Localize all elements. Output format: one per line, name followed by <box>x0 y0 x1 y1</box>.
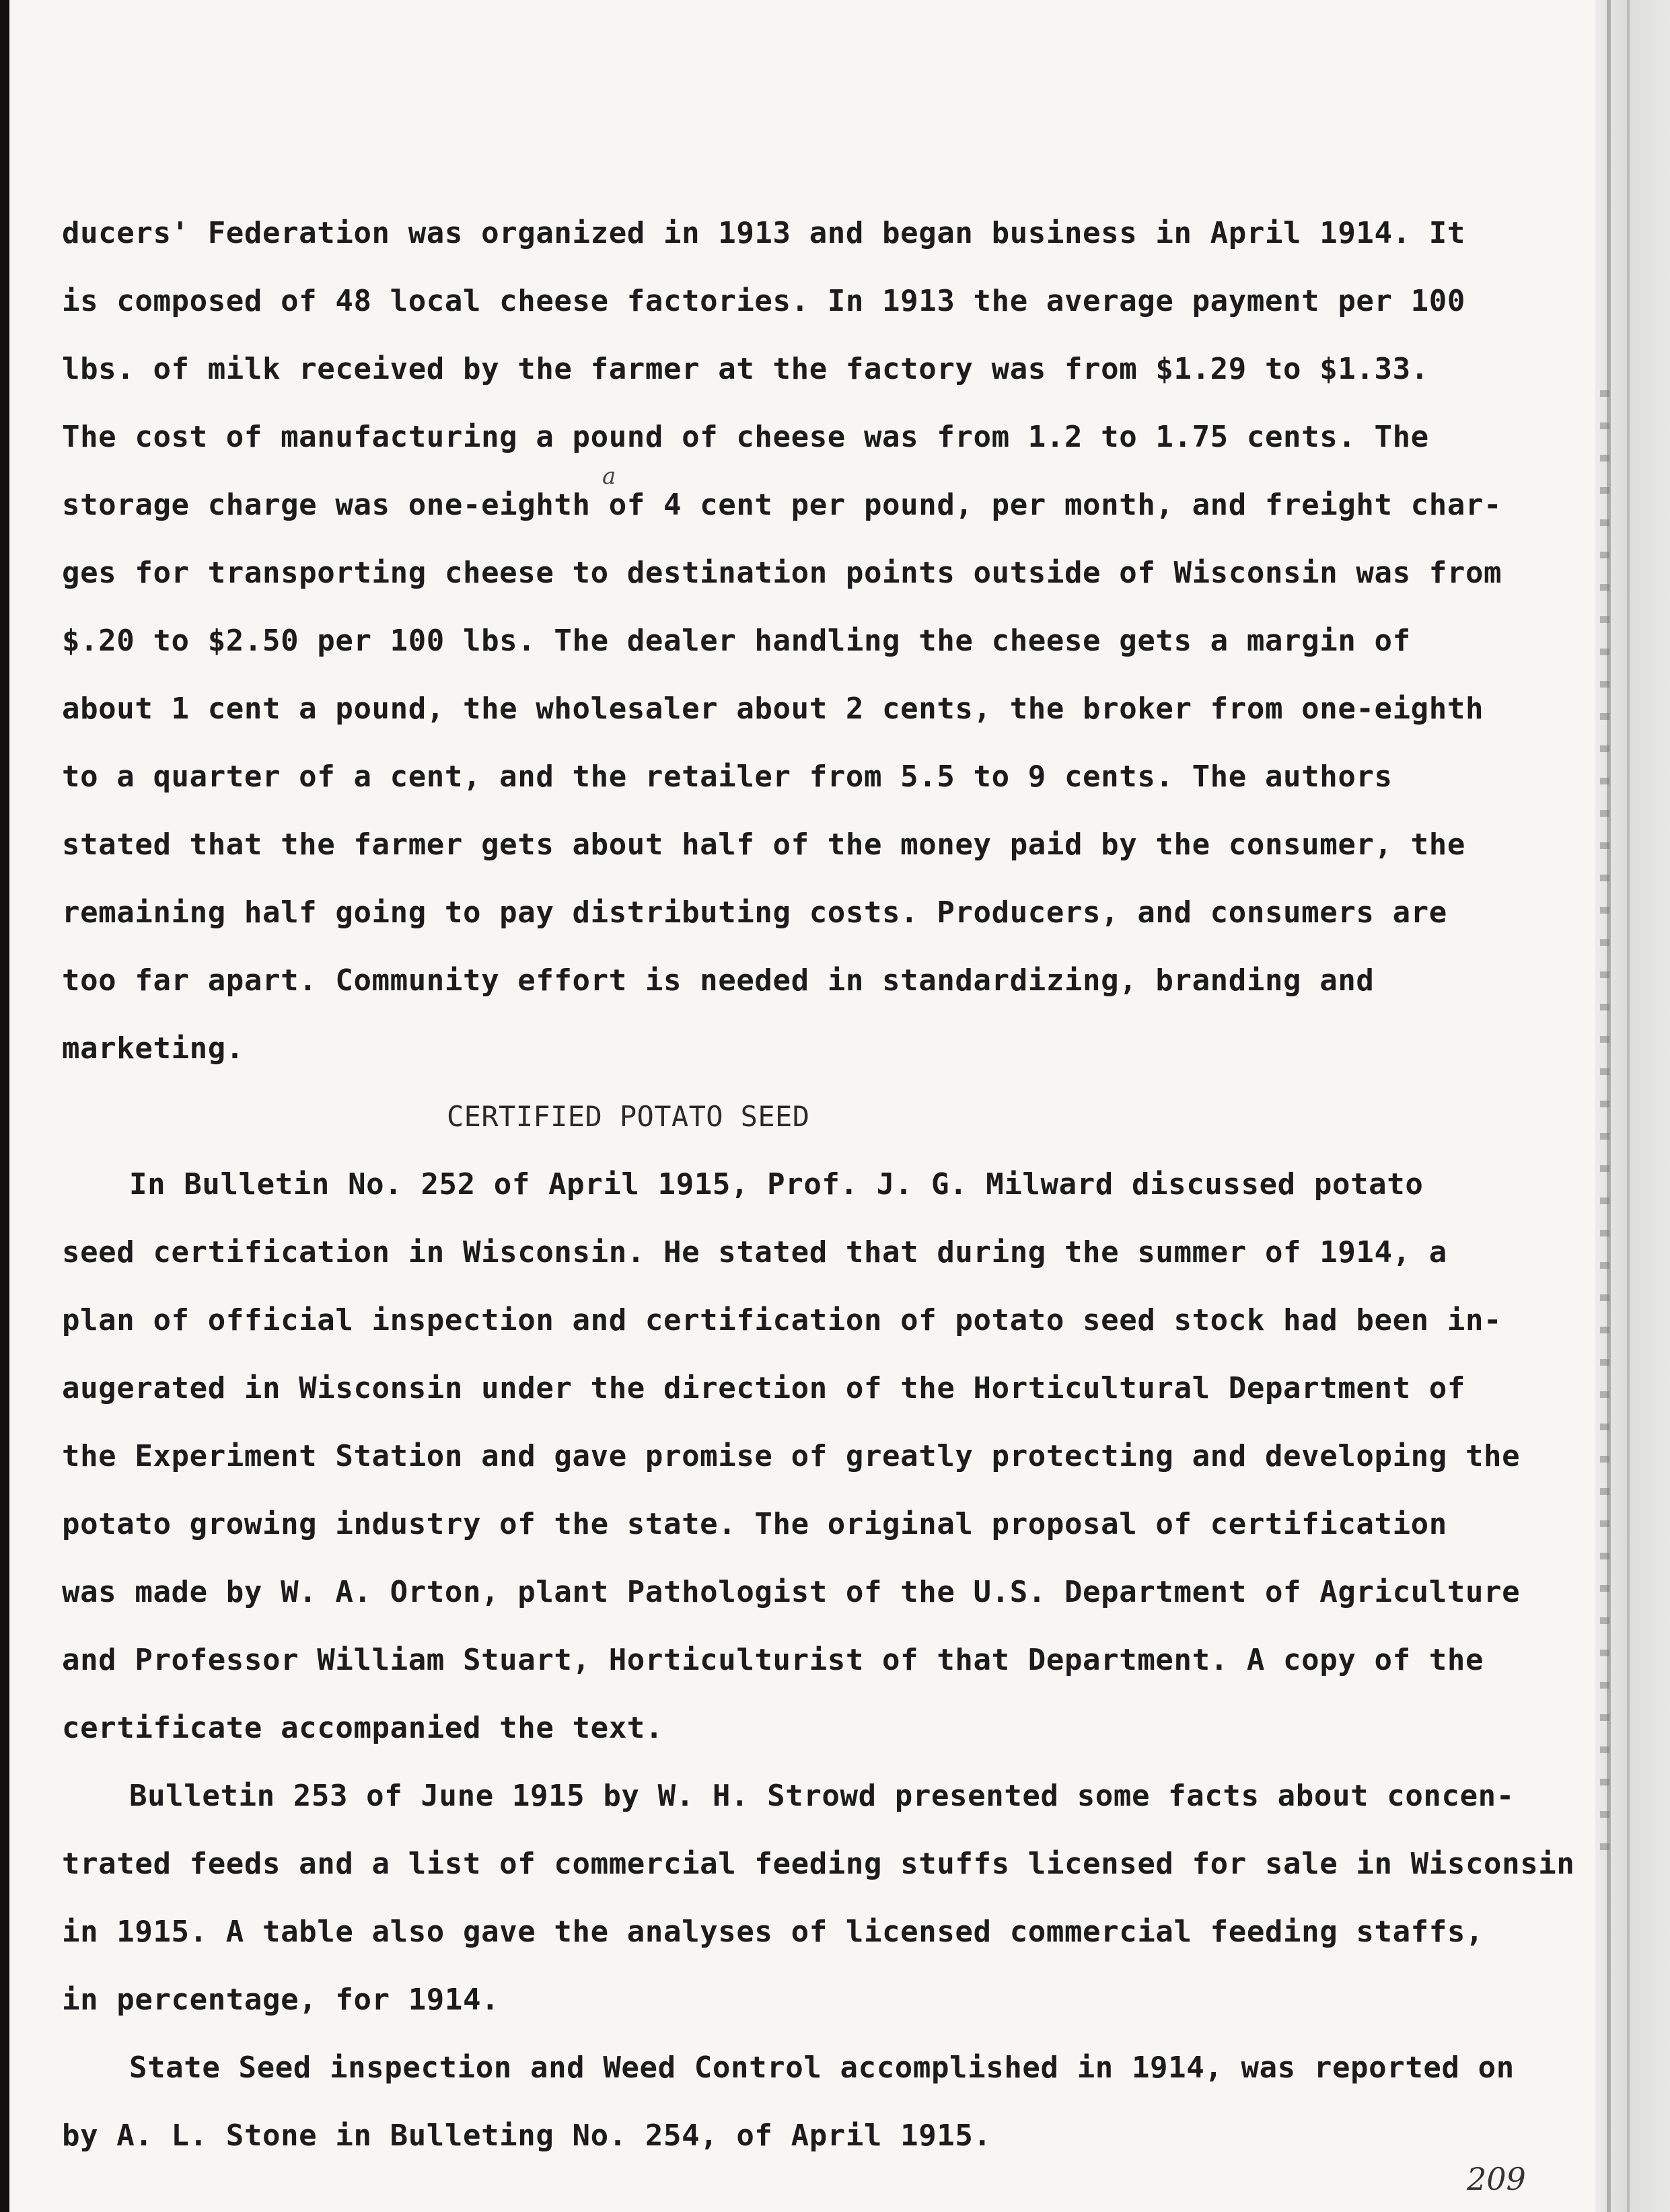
section-heading: CERTIFIED POTATO SEED <box>447 1100 810 1133</box>
text-line: The cost of manufacturing a pound of cheese was from 1.2 to 1.75 cents. The <box>62 420 1429 454</box>
text-line: in 1915. A table also gave the analyses of licensed commercial feeding staffs, <box>62 1915 1484 1949</box>
text-line: certificate accompanied the text. <box>62 1711 663 1745</box>
text-line: State Seed inspection and Weed Control accomplished in 1914, was reported on <box>129 2051 1515 2085</box>
paragraph-3 <box>62 1762 1575 2034</box>
text-line: augerated in Wisconsin under the direction of the Horticultural Department of <box>62 1371 1465 1405</box>
show-through-marks <box>1600 390 1609 1870</box>
text-line: seed certification in Wisconsin. He stated that during the summer of 1914, a <box>62 1235 1447 1269</box>
paragraph-4 <box>62 2034 1515 2170</box>
page-edge-stripe <box>1627 0 1630 2212</box>
document-body <box>62 199 1575 2170</box>
text-line: ges for transporting cheese to destination points outside of Wisconsin was from <box>62 556 1502 590</box>
text-line: lbs. of milk received by the farmer at the factory was from $1.29 to $1.33. <box>62 352 1429 386</box>
text-line: remaining half going to pay distributing costs. Producers, and consumers are <box>62 895 1447 930</box>
text-line: marketing. <box>62 1031 244 1066</box>
text-line: was made by W. A. Orton, plant Pathologist of the U.S. Department of Agriculture <box>62 1575 1521 1609</box>
text-line: by A. L. Stone in Bulleting No. 254, of April 1915. <box>62 2118 992 2153</box>
text-line: trated feeds and a list of commercial feeding stuffs licensed for sale in Wisconsin <box>62 1847 1575 1881</box>
handwritten-annotation: a <box>602 463 616 490</box>
text-line: too far apart. Community effort is needed in standardizing, branding and <box>62 963 1375 998</box>
text-line: plan of official inspection and certification of potato seed stock had been in- <box>62 1303 1502 1337</box>
text-line: potato growing industry of the state. The original proposal of certification <box>62 1507 1447 1541</box>
text-line: storage charge was one-eighth of 4 cent per pound, per month, and freight char- <box>62 488 1502 522</box>
text-line: In Bulletin No. 252 of April 1915, Prof. J. G. Milward discussed potato <box>129 1167 1424 1202</box>
paragraph-2 <box>62 1150 1521 1762</box>
paragraph-1 <box>62 199 1502 1082</box>
page-number: 209 <box>1467 2161 1526 2197</box>
text-line: the Experiment Station and gave promise of greatly protecting and developing the <box>62 1439 1521 1473</box>
text-line: and Professor William Stuart, Horticulturist of that Department. A copy of the <box>62 1643 1484 1677</box>
text-line: in percentage, for 1914. <box>62 1983 500 2017</box>
text-line: stated that the farmer gets about half of the money paid by the consumer, the <box>62 827 1465 862</box>
scan-left-edge <box>0 0 9 2212</box>
text-line: Bulletin 253 of June 1915 by W. H. Strowd presented some facts about concen- <box>129 1779 1515 1813</box>
text-line: ducers' Federation was organized in 1913 and began business in April 1914. It <box>62 216 1465 250</box>
text-line: about 1 cent a pound, the wholesaler about 2 cents, the broker from one-eighth <box>62 692 1484 726</box>
text-line: is composed of 48 local cheese factories. In 1913 the average payment per 100 <box>62 284 1465 318</box>
text-line: to a quarter of a cent, and the retailer from 5.5 to 9 cents. The authors <box>62 760 1393 794</box>
text-line: $.20 to $2.50 per 100 lbs. The dealer handling the cheese gets a margin of <box>62 624 1411 658</box>
